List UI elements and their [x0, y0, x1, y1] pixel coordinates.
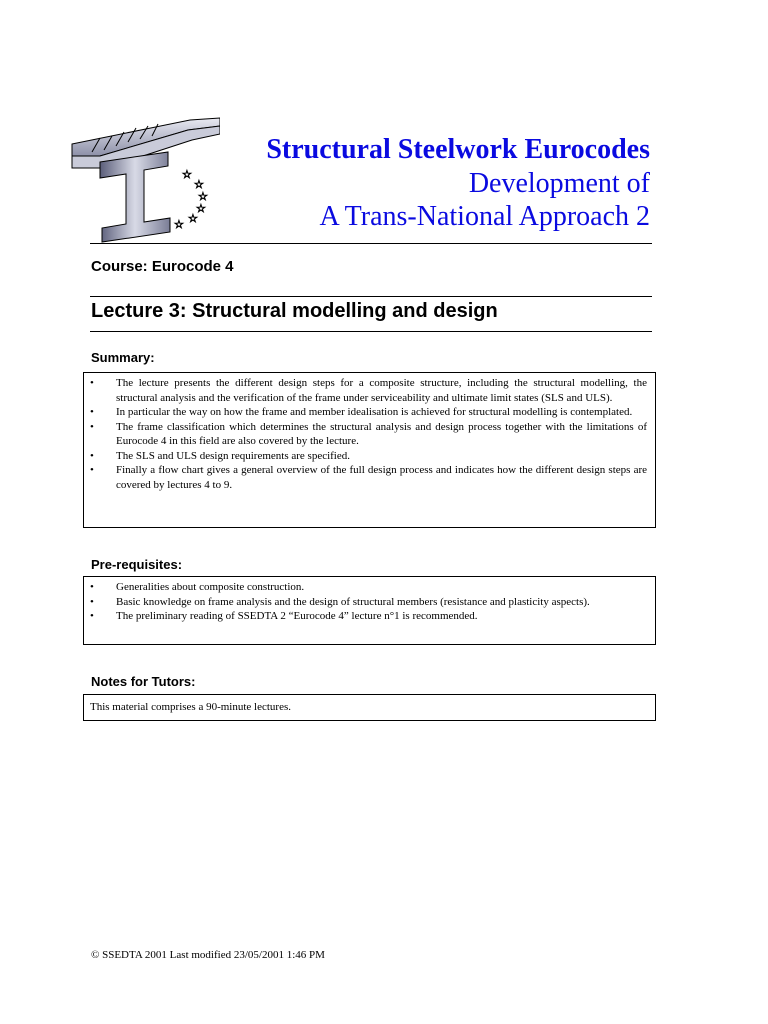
course-label: Course: Eurocode 4 [91, 258, 234, 275]
svg-text:☆: ☆ [194, 178, 204, 191]
prerequisites-box [83, 576, 656, 645]
list-item: • The lecture presents the different design steps for a composite structure, including the structural modelling, the structural analysis and the verification of the frame under serviceability and ultimate limit states (SLS and ULS). [90, 377, 647, 404]
summary-box [83, 372, 656, 528]
svg-text:☆: ☆ [174, 218, 184, 231]
svg-text:☆: ☆ [196, 202, 206, 215]
summary-heading: Summary: [91, 350, 155, 365]
title-subtitle-line2: A Trans-National Approach 2 [319, 201, 650, 232]
list-item: • The preliminary reading of SSEDTA 2 “Eurocode 4” lecture n°1 is recommended. [90, 610, 478, 622]
notes-box [83, 694, 656, 721]
notes-text: This material comprises a 90-minute lectures. [90, 701, 291, 713]
list-item: • The frame classification which determines the structural analysis and design process together with the limitations of Eurocode 4 in this field are also covered by the lecture. [90, 420, 647, 447]
lecture-title: Lecture 3: Structural modelling and design [91, 300, 498, 322]
lecture-bottom-divider [90, 331, 652, 332]
list-item: • Basic knowledge on frame analysis and the design of structural members (resistance and plasticity aspects). [90, 595, 590, 608]
steel-beam-logo-icon [70, 112, 220, 244]
list-item: • Finally a flow chart gives a general overview of the full design process and indicates how the different design steps are covered by lectures 4 to 9. [90, 464, 647, 491]
footer-copyright: © SSEDTA 2001 Last modified 23/05/2001 1:46 PM [91, 949, 325, 961]
list-item: • In particular the way on how the frame and member idealisation is achieved for structural modelling is contemplated. [90, 406, 633, 418]
svg-text:☆: ☆ [188, 212, 198, 225]
svg-text:☆: ☆ [198, 190, 208, 203]
list-item: • The SLS and ULS design requirements are specified. [90, 449, 350, 462]
header-divider [90, 243, 652, 244]
notes-heading: Notes for Tutors: [91, 674, 196, 689]
prerequisites-heading: Pre-requisites: [91, 557, 183, 572]
title-subtitle-line1: Development of [468, 168, 650, 199]
title-block [266, 133, 650, 233]
svg-text:☆: ☆ [182, 168, 192, 181]
title-main: Structural Steelwork Eurocodes [266, 134, 650, 165]
list-item: • Generalities about composite construction. [90, 581, 305, 593]
lecture-top-divider [90, 296, 652, 297]
